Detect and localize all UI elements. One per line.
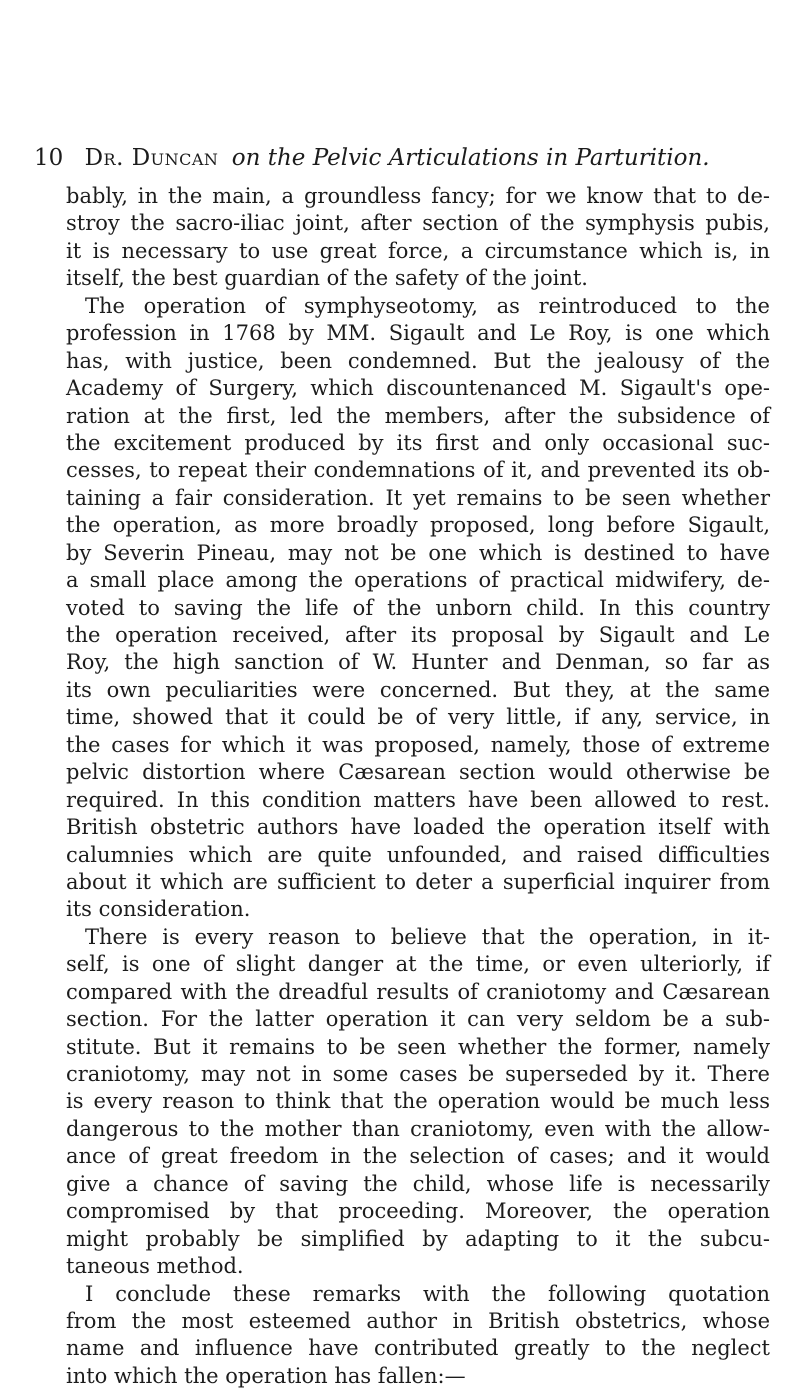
body-text bbox=[66, 183, 770, 1390]
text-line: itself, the best guardian of the safety of the joint. bbox=[66, 266, 588, 291]
running-head-author: Dr. Duncan bbox=[84, 145, 219, 171]
text-line: time, showed that it could be of very little, if any, service, in bbox=[66, 705, 770, 730]
text-line: stitute. But it remains to be seen whether the former, namely bbox=[66, 1034, 770, 1059]
text-line: ance of great freedom in the selection of cases; and it would bbox=[66, 1144, 770, 1169]
paragraph-first-line: I conclude these remarks with the following quotation bbox=[85, 1281, 770, 1306]
text-line: calumnies which are quite unfounded, and raised difficulties bbox=[66, 842, 770, 867]
text-line: the operation, as more broadly proposed, long before Sigault, bbox=[66, 513, 770, 538]
text-line: Academy of Surgery, which discountenanced M. Sigault's ope- bbox=[66, 376, 770, 401]
text-line: its own peculiarities were concerned. But they, at the same bbox=[66, 677, 770, 702]
running-head-title: the Pelvic Articulations in Parturition. bbox=[267, 145, 710, 171]
page-number: 10 bbox=[34, 145, 64, 171]
text-line: ration at the first, led the members, after the subsidence of bbox=[66, 403, 770, 428]
text-line: bably, in the main, a groundless fancy; for we know that to de- bbox=[66, 184, 770, 208]
text-line: taining a fair consideration. It yet remains to be seen whether bbox=[66, 485, 770, 510]
running-head-connector: on bbox=[231, 145, 261, 171]
running-head bbox=[34, 143, 774, 173]
text-line: the excitement produced by its first and only occasional suc- bbox=[66, 430, 770, 455]
text-line: dangerous to the mother than craniotomy, even with the allow- bbox=[66, 1116, 770, 1141]
paragraph-first-line: There is every reason to believe that the operation, in it- bbox=[85, 924, 770, 949]
text-line: about it which are sufficient to deter a superficial inquirer from bbox=[66, 869, 770, 894]
text-line: Roy, the high sanction of W. Hunter and Denman, so far as bbox=[66, 650, 770, 675]
text-line: has, with justice, been condemned. But the jealousy of the bbox=[66, 348, 770, 373]
text-line: a small place among the operations of practical midwifery, de- bbox=[66, 568, 770, 593]
text-line: its consideration. bbox=[66, 897, 251, 922]
text-line: is every reason to think that the operation would be much less bbox=[66, 1089, 770, 1114]
text-line: craniotomy, may not in some cases be superseded by it. There bbox=[66, 1062, 770, 1086]
text-line: profession in 1768 by MM. Sigault and Le Roy, is one which bbox=[66, 321, 770, 346]
text-line: voted to saving the life of the unborn child. In this country bbox=[66, 595, 770, 620]
text-line: by Severin Pineau, may not be one which is destined to have bbox=[66, 540, 770, 565]
text-line: required. In this condition matters have been allowed to rest. bbox=[66, 787, 770, 812]
text-line: British obstetric authors have loaded the operation itself with bbox=[66, 815, 770, 840]
text-line: the cases for which it was proposed, namely, those of extreme bbox=[66, 732, 770, 757]
text-line: self, is one of slight danger at the time, or even ulteriorly, if bbox=[66, 952, 770, 977]
text-line: section. For the latter operation it can very seldom be a sub- bbox=[66, 1007, 770, 1032]
text-line: compromised by that proceeding. Moreover, the operation bbox=[66, 1199, 770, 1224]
text-line: name and influence have contributed greatly to the neglect bbox=[66, 1336, 770, 1361]
text-line: the operation received, after its proposal by Sigault and Le bbox=[66, 623, 770, 647]
text-line: might probably be simplified by adapting to it the subcu- bbox=[66, 1226, 770, 1251]
text-line: give a chance of saving the child, whose life is necessarily bbox=[66, 1171, 770, 1196]
text-line: into which the operation has fallen:— bbox=[66, 1363, 466, 1388]
text-line: taneous method. bbox=[66, 1254, 244, 1279]
paragraph-first-line: The operation of symphyseotomy, as reintroduced to the bbox=[85, 293, 770, 318]
text-line: pelvic distortion where Cæsarean section would otherwise be bbox=[66, 760, 770, 785]
text-line: stroy the sacro-iliac joint, after section of the symphysis pubis, bbox=[66, 211, 770, 236]
text-line: it is necessary to use great force, a circumstance which is, in bbox=[66, 238, 770, 263]
text-line: compared with the dreadful results of craniotomy and Cæsarean bbox=[66, 979, 770, 1004]
text-line: from the most esteemed author in British obstetrics, whose bbox=[66, 1308, 770, 1333]
text-line: cesses, to repeat their condemnations of it, and prevented its ob- bbox=[66, 458, 770, 483]
